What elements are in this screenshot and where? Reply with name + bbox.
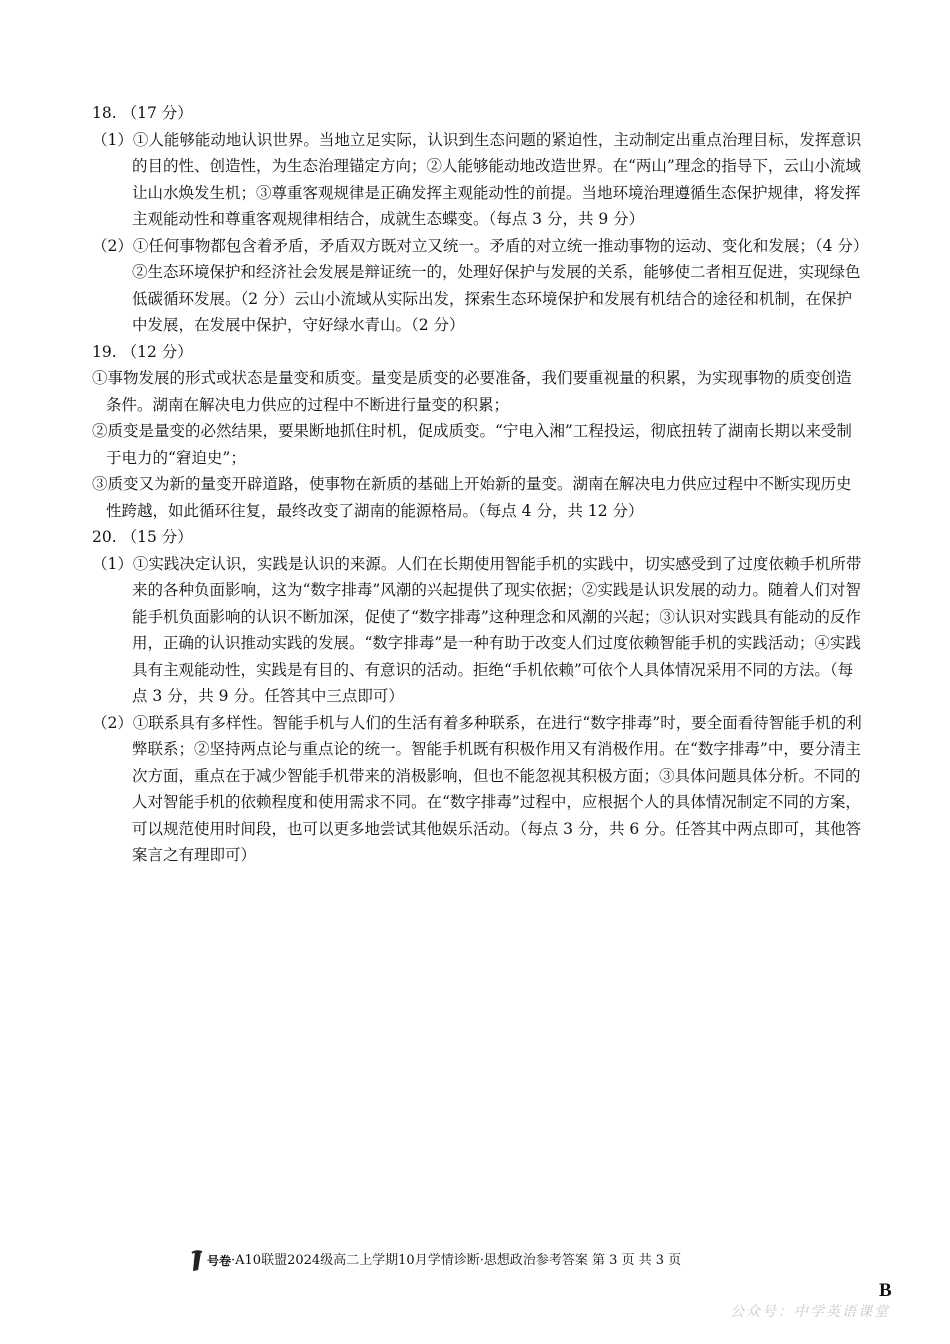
question-18-part-2: （2）①任何事物都包含着矛盾，矛盾双方既对立又统一。矛盾的对立统一推动事物的运动、变化和发展；（4 分）②生态环境保护和经济社会发展是辩证统一的，处理好保护与发展的关系，能够使二者相互促进，实现绿色低碳循环发展。（2 分）云山小流域从实际出发，探索生态环境保护和发展有机结合的途径和机制，在保护中发展，在发展中保护，守好绿水青山。（2 分） (92, 236, 861, 334)
answer-content (92, 100, 862, 869)
question-19-header: 19. （12 分） (92, 342, 193, 361)
question-20-header: 20. （15 分） (92, 528, 193, 546)
question-19 (92, 339, 862, 525)
brand-logo-icon (190, 1250, 204, 1272)
question-18-part-1: （1）①人能够能动地认识世界。当地立足实际，认识到生态问题的紧迫性，主动制定出重点治理目标，发挥意识的目的性、创造性，为生态治理锚定方向；②人能够能动地改造世界。在“两山”理念的指导下，云山小流域让山水焕发生机；③尊重客观规律是正确发挥主观能动性的前提。当地环境治理遵循生态保护规律，将发挥主观能动性和尊重客观规律相结合，成就生态蝶变。（每点 3 分，共 9 分） (92, 130, 862, 228)
footer-text: ·A10联盟2024级高二上学期10月学情诊断·思想政治参考答案 第 3 页 共 3 页 (231, 1253, 682, 1268)
question-20 (92, 524, 862, 869)
question-19-point-1: ①事物发展的形式或状态是量变和质变。量变是质变的必要准备，我们要重视量的积累，为实现事物的质变创造条件。湖南在解决电力供应的过程中不断进行量变的积累； (92, 369, 852, 414)
page-footer (190, 1250, 810, 1272)
question-20-part-1: （1）①实践决定认识，实践是认识的来源。人们在长期使用智能手机的实践中，切实感受到了过度依赖手机所带来的各种负面影响，这为“数字排毒”风潮的兴起提供了现实依据；②实践是认识发展的动力。随着人们对智能手机负面影响的认识不断加深，促使了“数字排毒”这种理念和风潮的兴起；③认识对实践具有能动的反作用，正确的认识推动实践的发展。“数字排毒”是一种有助于改变人们过度依赖智能手机的实践活动；④实践具有主观能动性，实践是有目的、有意识的活动。拒绝“手机依赖”可依个人具体情况采用不同的方法。（每点 3 分，共 9 分。任答其中三点即可） (92, 554, 862, 705)
question-18-header: 18. （17 分） (92, 104, 193, 122)
question-20-part-2: （2）①联系具有多样性。智能手机与人们的生活有着多种联系，在进行“数字排毒”时，要全面看待智能手机的利弊联系；②坚持两点论与重点论的统一。智能手机既有积极作用又有消极作用。在“数字排毒”中，要分清主次方面，重点在于减少智能手机带来的消极影响，但也不能忽视其积极方面；③具体问题具体分析。不同的人对智能手机的依赖程度和使用需求不同。在“数字排毒”过程中，应根据个人的具体情况制定不同的方案，可以规范使用时间段，也可以更多地尝试其他娱乐活动。（每点 3 分，共 6 分。任答其中两点即可，其他答案言之有理即可） (92, 713, 862, 864)
watermark: 公众号：中学英语课堂 (730, 1304, 890, 1320)
question-19-point-2: ②质变是量变的必然结果，要果断地抓住时机，促成质变。“宁电入湘”工程投运，彻底扭转了湖南长期以来受制于电力的“窘迫史”； (92, 422, 852, 467)
version-marker: B (879, 1280, 892, 1301)
brand-logo-text: 号卷 (207, 1254, 232, 1268)
question-19-point-3: ③质变又为新的量变开辟道路，使事物在新质的基础上开始新的量变。湖南在解决电力供应过程中不断实现历史性跨越，如此循环往复，最终改变了湖南的能源格局。（每点 4 分，共 12 分） (92, 475, 852, 520)
question-18 (92, 100, 862, 339)
